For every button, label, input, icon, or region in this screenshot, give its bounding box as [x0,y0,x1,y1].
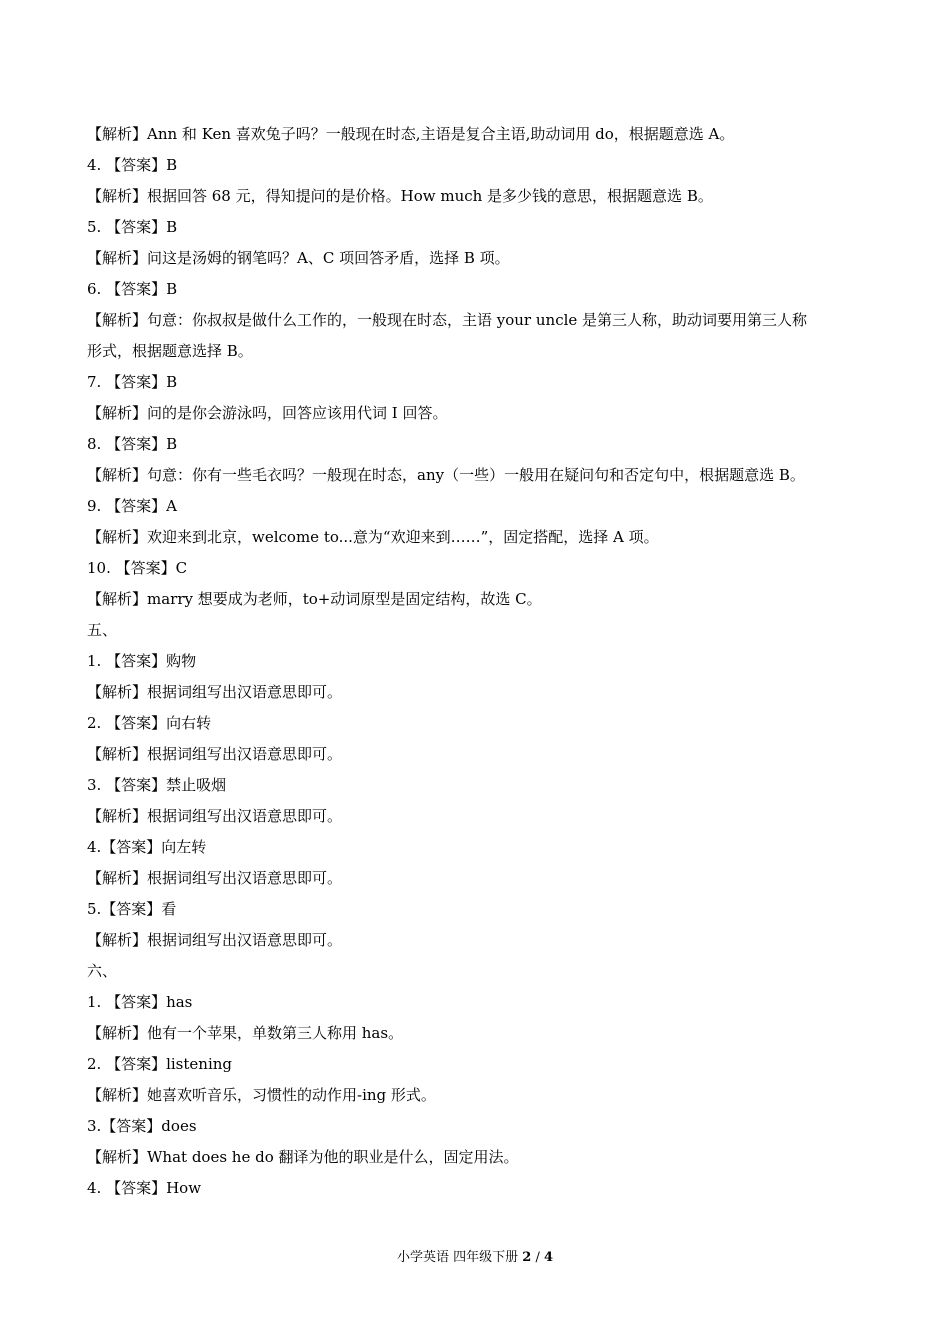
page-separator: / [531,1250,544,1265]
text-line: 6. 【答案】B [87,280,178,298]
text-line: 8. 【答案】B [87,435,178,453]
text-line: 【解析】根据词组写出汉语意思即可。 [87,683,343,701]
page-number: 2 [522,1250,532,1265]
text-line: 五、 [87,621,118,639]
text-line: 4. 【答案】B [87,156,178,174]
text-line: 2. 【答案】向右转 [87,714,212,732]
page-total: 4 [543,1250,554,1265]
text-line: 【解析】欢迎来到北京，welcome to...意为“欢迎来到……”，固定搭配，选择 A 项。 [87,528,659,546]
text-line: 【解析】Ann 和 Ken 喜欢兔子吗？一般现在时态,主语是复合主语,助动词用 do，根据题意选 A。 [87,125,735,143]
text-line: 【解析】问的是你会游泳吗，回答应该用代词 I 回答。 [87,404,448,422]
text-line: 【解析】根据词组写出汉语意思即可。 [87,807,343,825]
text-line: 【解析】她喜欢听音乐，习惯性的动作用-ing 形式。 [87,1086,436,1104]
text-line: 【解析】What does he do 翻译为他的职业是什么，固定用法。 [87,1148,519,1166]
text-line: 【解析】句意：你叔叔是做什么工作的，一般现在时态，主语 your uncle 是第三人称，助动词要用第三人称 [87,311,808,329]
text-line: 1. 【答案】has [87,993,193,1011]
text-line: 【解析】marry 想要成为老师，to+动词原型是固定结构，故选 C。 [87,590,542,608]
text-line: 1. 【答案】购物 [87,652,197,670]
text-line: 10. 【答案】C [87,559,188,577]
footer-label: 小学英语 四年级下册 [396,1250,519,1265]
text-line: 9. 【答案】A [87,497,177,515]
text-line: 7. 【答案】B [87,373,178,391]
text-line: 4.【答案】向左转 [87,838,207,856]
text-line: 【解析】句意：你有一些毛衣吗？一般现在时态，any（一些）一般用在疑问句和否定句中，根据题意选 B。 [87,466,805,484]
answer-text-block [87,119,872,1204]
text-line: 5.【答案】看 [87,900,177,918]
text-line: 【解析】根据词组写出汉语意思即可。 [87,745,343,763]
text-line: 4. 【答案】How [87,1179,202,1197]
text-line: 3.【答案】does [87,1117,197,1135]
text-line: 5. 【答案】B [87,218,178,236]
text-line: 2. 【答案】listening [87,1055,232,1073]
text-line: 六、 [87,962,118,980]
text-line: 3. 【答案】禁止吸烟 [87,776,227,794]
text-line: 【解析】问这是汤姆的钢笔吗？A、C 项回答矛盾，选择 B 项。 [87,249,510,267]
text-line: 【解析】根据回答 68 元，得知提问的是价格。How much 是多少钱的意思，根据题意选 B。 [87,187,713,205]
text-line: 【解析】根据词组写出汉语意思即可。 [87,931,343,949]
text-line: 形式，根据题意选择 B。 [87,342,253,360]
page-footer [0,1246,950,1265]
text-line: 【解析】他有一个苹果，单数第三人称用 has。 [87,1024,404,1042]
text-line: 【解析】根据词组写出汉语意思即可。 [87,869,343,887]
